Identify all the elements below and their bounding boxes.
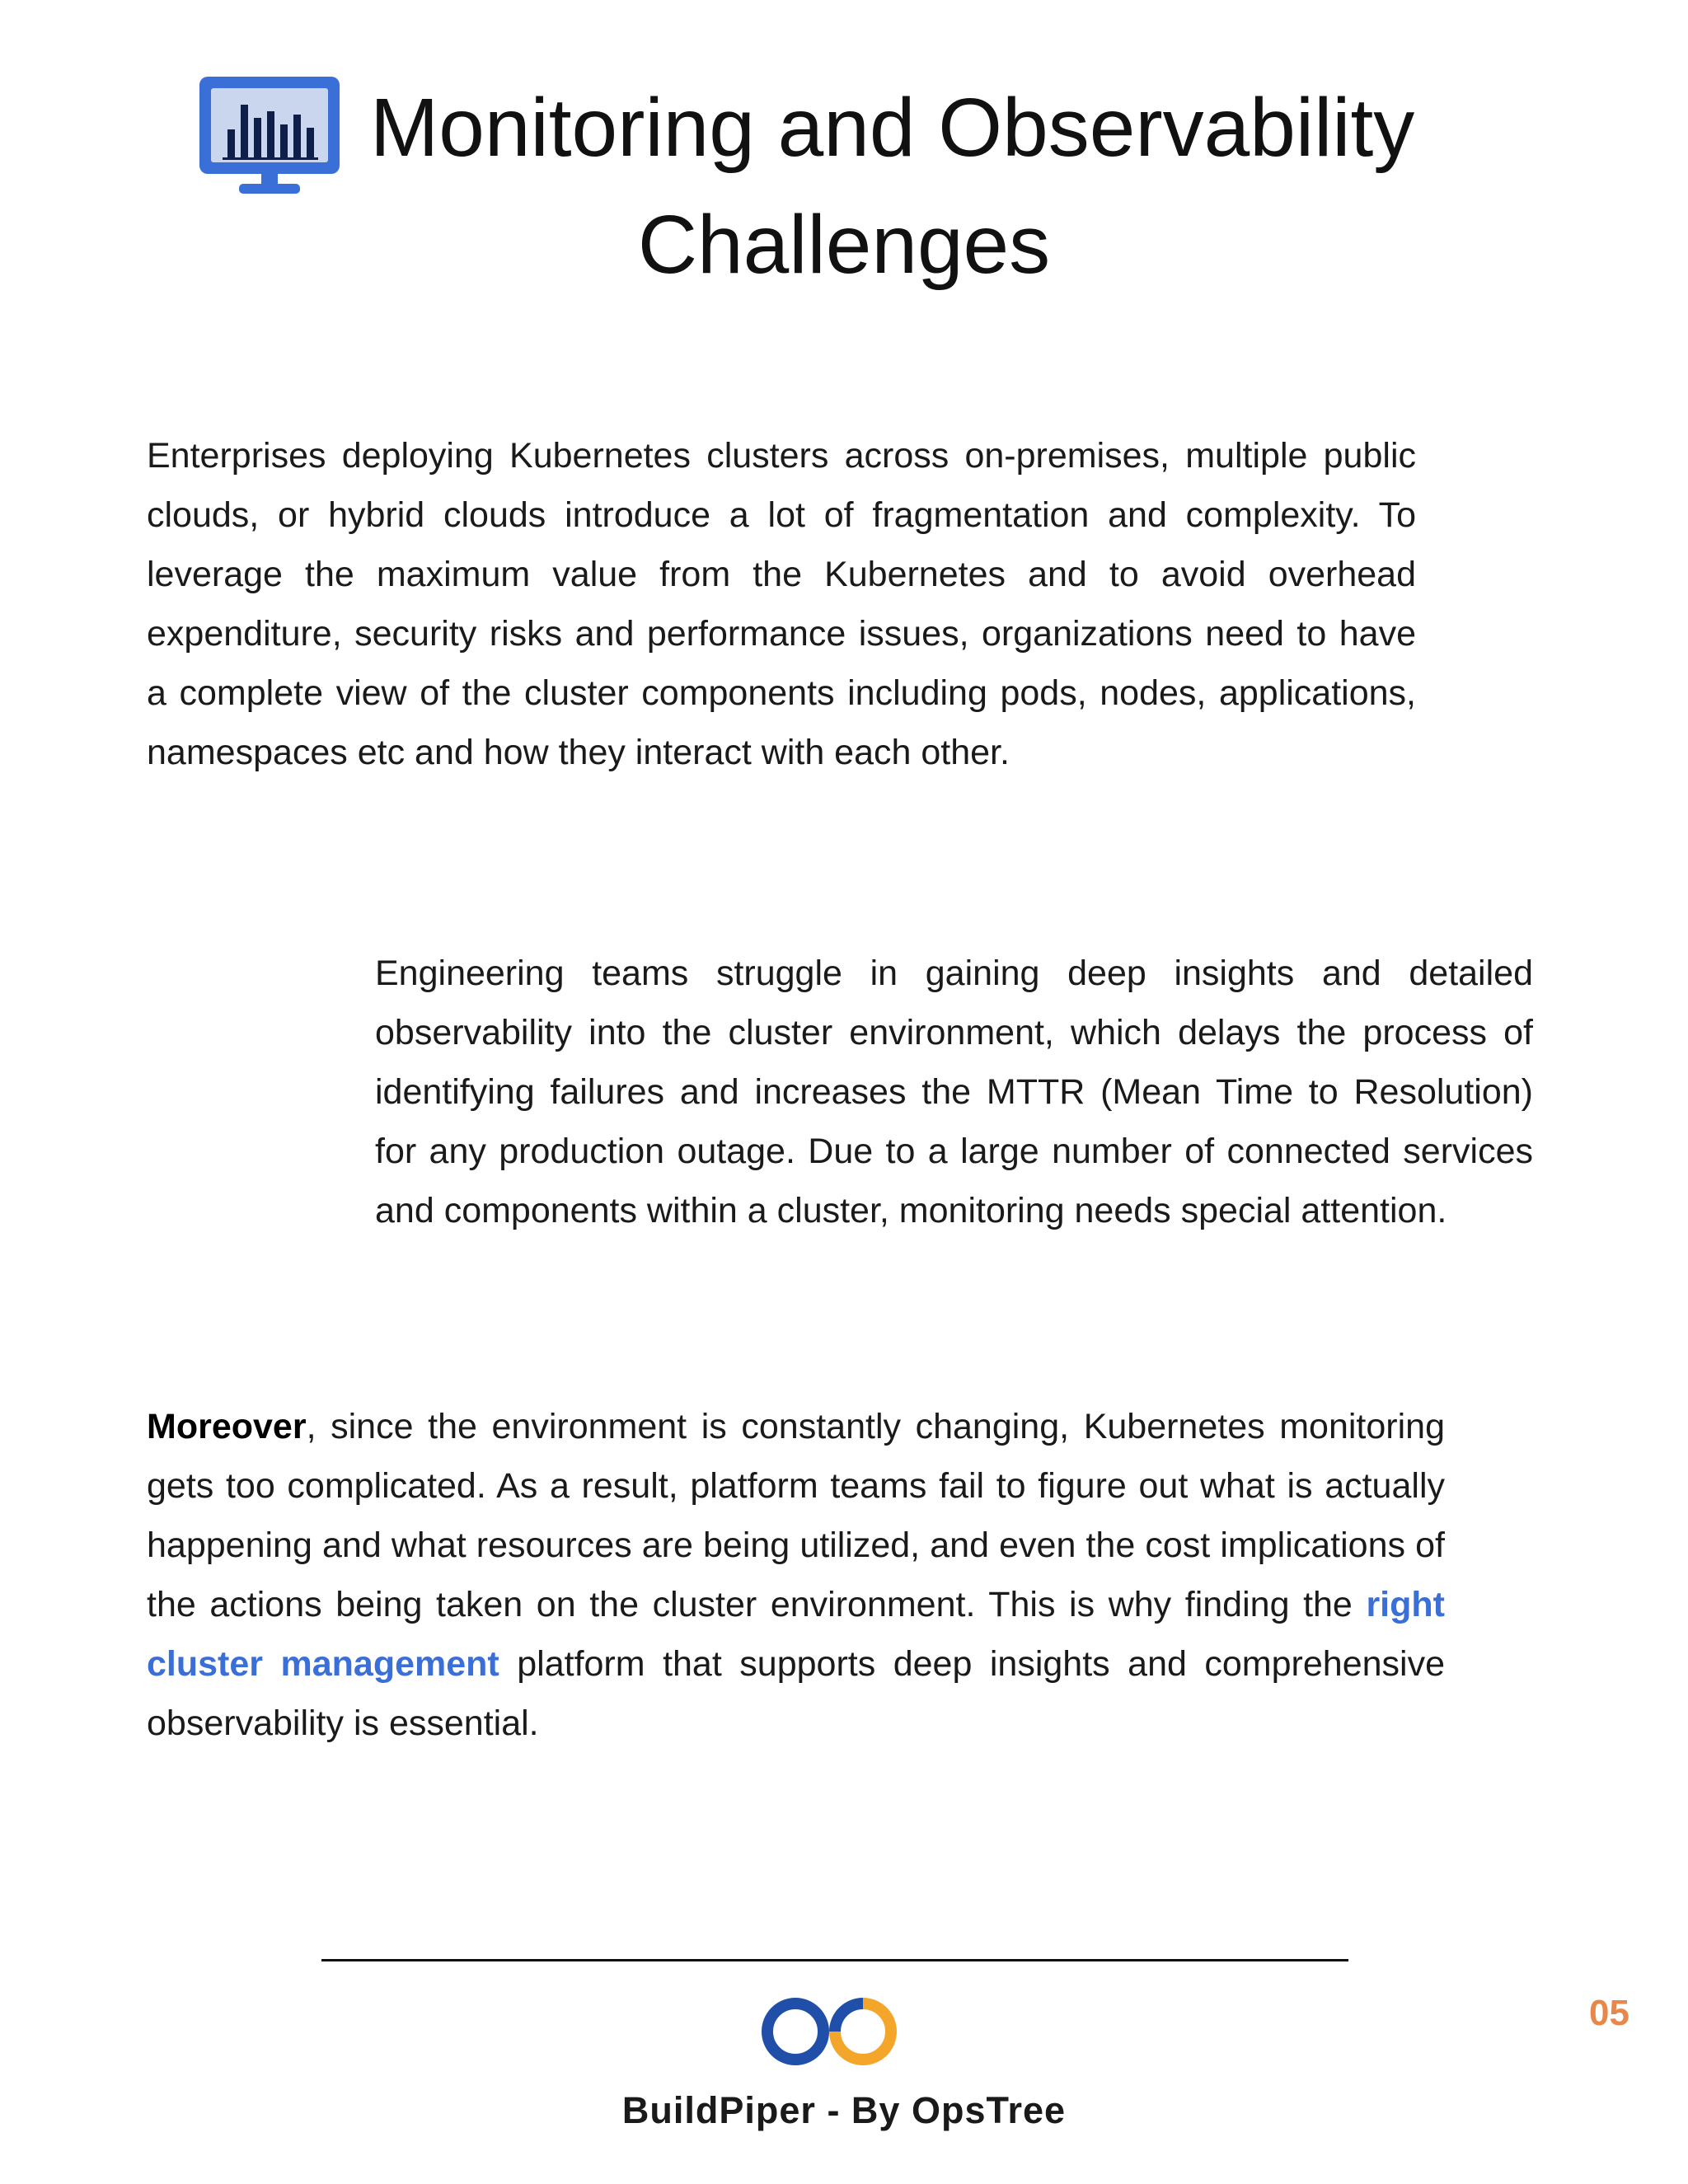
- moreover-bold-lead: Moreover: [147, 1407, 307, 1446]
- moreover-paragraph: [147, 1397, 1445, 1753]
- right-cluster-management-link[interactable]: right cluster management: [147, 1585, 1445, 1684]
- page-number: 05: [1589, 1993, 1629, 2033]
- moreover-text-a: , since the environment is constantly changing, Kubernetes monitoring gets too complicated. As a result, platform teams fail to figure out what is actually happening and what resources are being utilized, and even the cost implications of the actions being taken on the cluster environment. This is why finding the: [147, 1407, 1445, 1624]
- title-line-1: Monitoring and Observability: [370, 82, 1415, 174]
- buildpiper-infinity-logo-icon: [758, 1990, 900, 2073]
- intro-paragraph: Enterprises deploying Kubernetes clusters across on-premises, multiple public clouds, or hybrid clouds introduce a lot of fragmentation and complexity. To leverage the maximum value from the Kubernetes and to avoid overhead expenditure, security risks and performance issues, organizations need to have a complete view of the cluster components including pods, nodes, applications, namespaces etc and how they interact with each other.: [147, 436, 1416, 772]
- title-line-2: Challenges: [637, 199, 1051, 291]
- moreover-text-b: platform that supports deep insights and comprehensive observability is essential.: [147, 1644, 1445, 1743]
- bar-chart-monitor-icon: [196, 73, 343, 199]
- footer-divider: [321, 1959, 1348, 1961]
- footer-brand: BuildPiper - By OpsTree: [621, 2089, 1067, 2131]
- engineering-teams-paragraph: Engineering teams struggle in gaining deep insights and detailed observability into the cluster environment, which delays the process of identifying failures and increases the MTTR (Mean Time to Resolution) for any production outage. Due to a large number of connected services and components within a cluster, monitoring needs special attention.: [375, 954, 1533, 1230]
